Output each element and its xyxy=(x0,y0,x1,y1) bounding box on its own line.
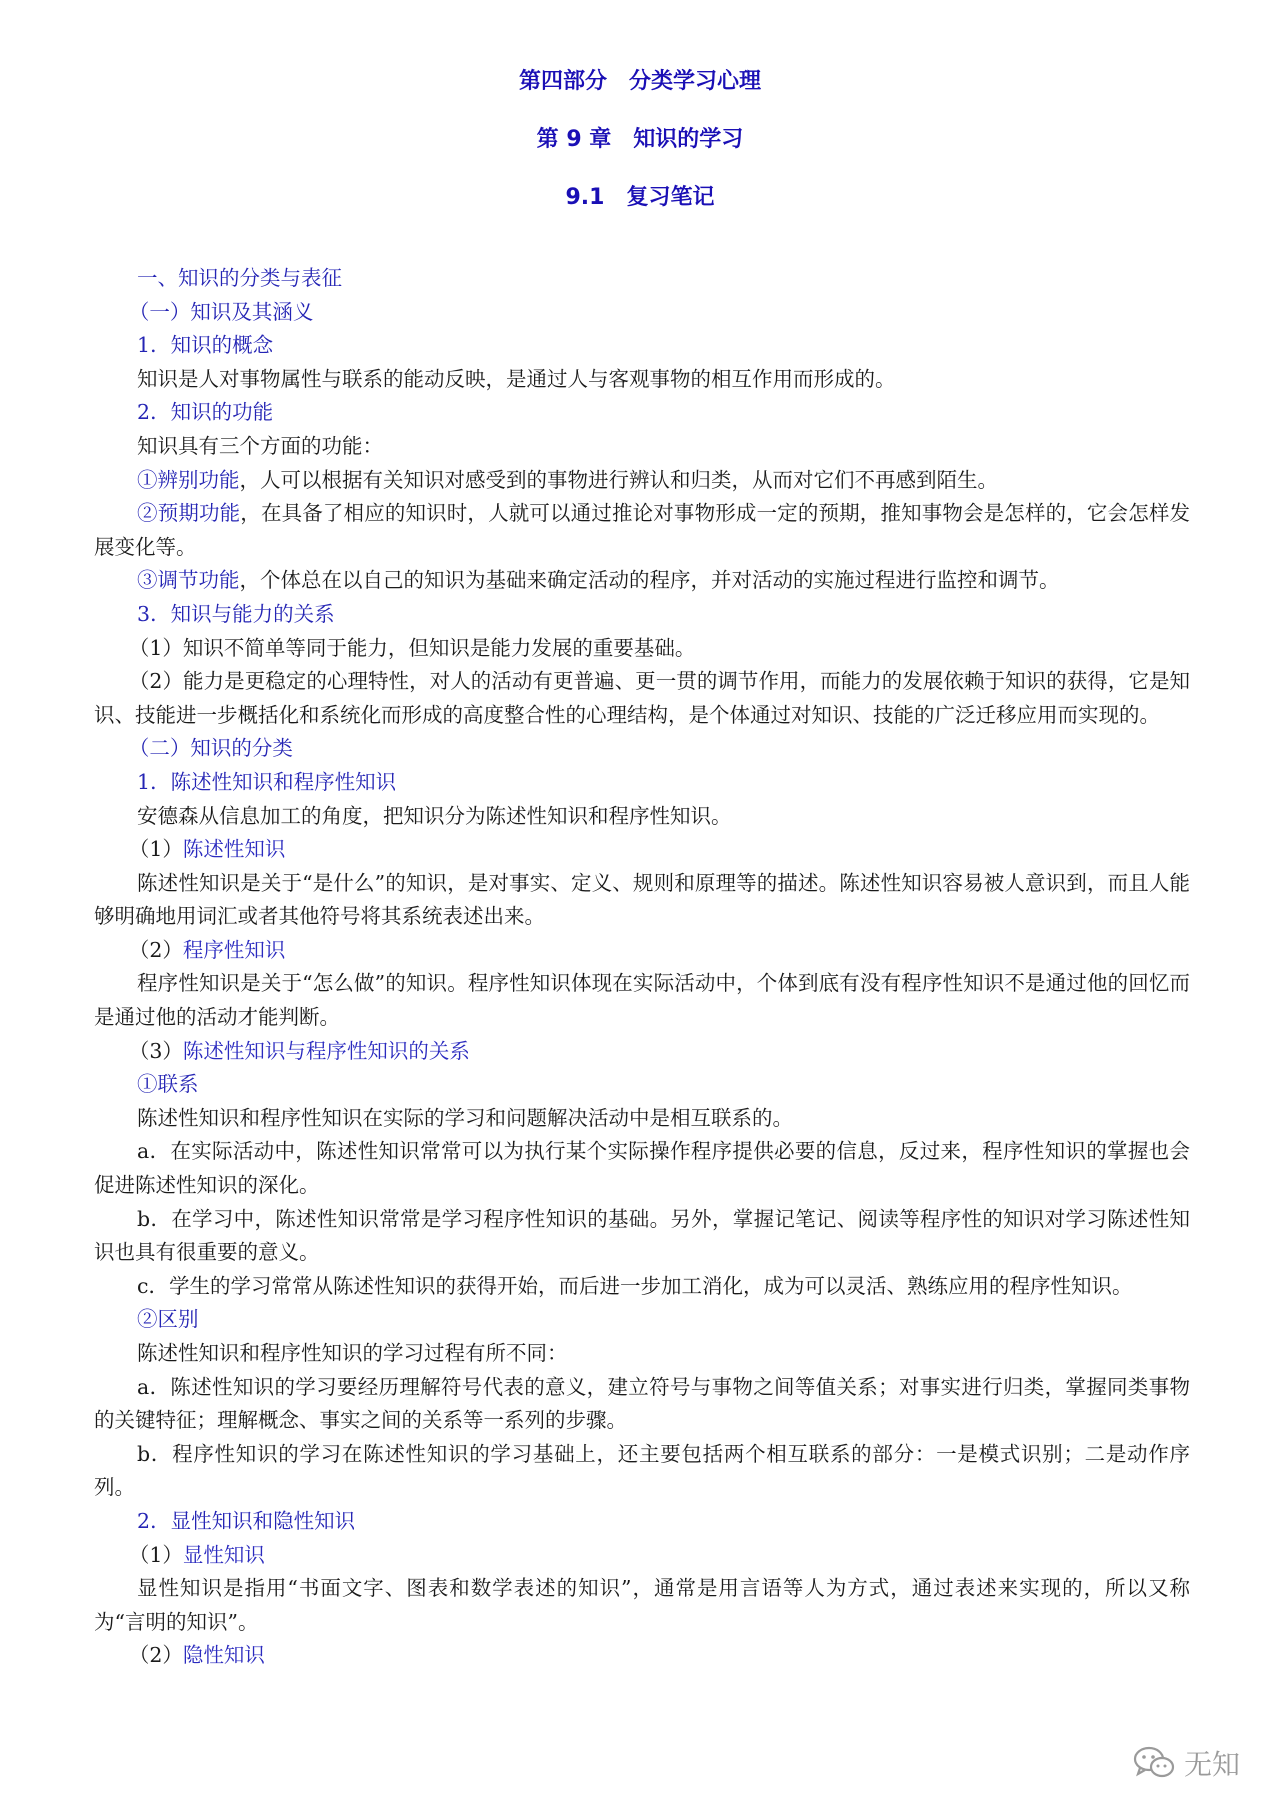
watermark xyxy=(1132,1743,1240,1783)
heading-level5: ②区别 xyxy=(137,1307,199,1332)
heading-level4: （1）显性知识 xyxy=(128,1542,265,1567)
paragraph: （1）知识不简单等同于能力，但知识是能力发展的重要基础。 xyxy=(128,635,696,660)
section-title: 9.1 复习笔记 xyxy=(565,185,715,210)
watermark-text: 无知 xyxy=(1183,1748,1240,1781)
heading-level3: 2．显性知识和隐性知识 xyxy=(137,1508,356,1533)
paragraph: 显性知识是指用“书面文字、图表和数学表述的知识”，通常是用言语等人为方式，通过表述来实现的，所以又称为“言明的知识”。 xyxy=(94,1576,1190,1634)
wechat-icon xyxy=(1132,1745,1176,1781)
list-item: ③调节功能，个体总在以自己的知识为基础来确定活动的程序，并对活动的实施过程进行监控和调节。 xyxy=(137,568,1060,593)
paragraph: a．陈述性知识的学习要经历理解符号代表的意义，建立符号与事物之间等值关系；对事实进行归类，掌握同类事物的关键特征；理解概念、事实之间的关系等一系列的步骤。 xyxy=(94,1374,1190,1433)
heading-level4: （2）隐性知识 xyxy=(128,1643,265,1668)
term-label: ③调节功能 xyxy=(137,568,240,593)
paragraph: b．程序性知识的学习在陈述性知识的学习基础上，还主要包括两个相互联系的部分：一是模式识别；二是动作序列。 xyxy=(94,1441,1190,1500)
paragraph: 知识是人对事物属性与联系的能动反映，是通过人与客观事物的相互作用而形成的。 xyxy=(137,366,896,391)
heading-level5: ①联系 xyxy=(137,1072,199,1097)
paragraph: 陈述性知识和程序性知识的学习过程有所不同： xyxy=(137,1341,568,1365)
heading-level3: 3．知识与能力的关系 xyxy=(137,601,335,626)
paragraph: 安德森从信息加工的角度，把知识分为陈述性知识和程序性知识。 xyxy=(137,803,732,828)
list-item: ①辨别功能，人可以根据有关知识对感受到的事物进行辨认和归类，从而对它们不再感到陌生。 xyxy=(137,467,999,492)
paragraph: c．学生的学习常常从陈述性知识的获得开始，而后进一步加工消化，成为可以灵活、熟练应用的程序性知识。 xyxy=(137,1273,1133,1298)
heading-level3: 2．知识的功能 xyxy=(137,400,274,425)
term-label: ②预期功能 xyxy=(137,501,241,526)
paragraph: 知识具有三个方面的功能： xyxy=(137,433,384,458)
chapter-title: 第 9 章 知识的学习 xyxy=(536,127,744,152)
heading-level2: （一）知识及其涵义 xyxy=(128,299,314,324)
heading-level4: （2）程序性知识 xyxy=(128,937,286,962)
paragraph: 陈述性知识和程序性知识在实际的学习和问题解决活动中是相互联系的。 xyxy=(137,1105,794,1130)
heading-level2: （二）知识的分类 xyxy=(128,736,293,761)
paragraph: 程序性知识是关于“怎么做”的知识。程序性知识体现在实际活动中，个体到底有没有程序性知识不是通过他的回忆而是通过他的活动才能判断。 xyxy=(94,971,1190,1030)
part-title: 第四部分 分类学习心理 xyxy=(518,69,761,94)
paragraph: b．在学习中，陈述性知识常常是学习程序性知识的基础。另外，掌握记笔记、阅读等程序性的知识对学习陈述性知识也具有很重要的意义。 xyxy=(94,1206,1190,1265)
heading-level4: （3）陈述性知识与程序性知识的关系 xyxy=(128,1038,470,1063)
list-item: ②预期功能，在具备了相应的知识时，人就可以通过推论对事物形成一定的预期，推知事物会是怎样的，它会怎样发展变化等。 xyxy=(94,501,1191,559)
heading-level3: 1．陈述性知识和程序性知识 xyxy=(137,769,397,794)
paragraph: a．在实际活动中，陈述性知识常常可以为执行某个实际操作程序提供必要的信息，反过来，程序性知识的掌握也会促进陈述性知识的深化。 xyxy=(94,1139,1190,1198)
paragraph: （2）能力是更稳定的心理特性，对人的活动有更普遍、更一贯的调节作用，而能力的发展依赖于知识的获得，它是知识、技能进一步概括化和系统化而形成的高度整合性的心理结构，是个体通过对知识、技能的广泛迁移应用而实现的。 xyxy=(94,669,1190,727)
document-body xyxy=(94,262,1190,1673)
term-label: ①辨别功能 xyxy=(137,467,240,492)
heading-level3: 1．知识的概念 xyxy=(137,333,274,358)
paragraph: 陈述性知识是关于“是什么”的知识，是对事实、定义、规则和原理等的描述。陈述性知识容易被人意识到，而且人能够明确地用词汇或者其他符号将其系统表述出来。 xyxy=(94,870,1190,929)
heading-level1: 一、知识的分类与表征 xyxy=(137,266,343,290)
heading-level4: （1）陈述性知识 xyxy=(128,837,286,862)
